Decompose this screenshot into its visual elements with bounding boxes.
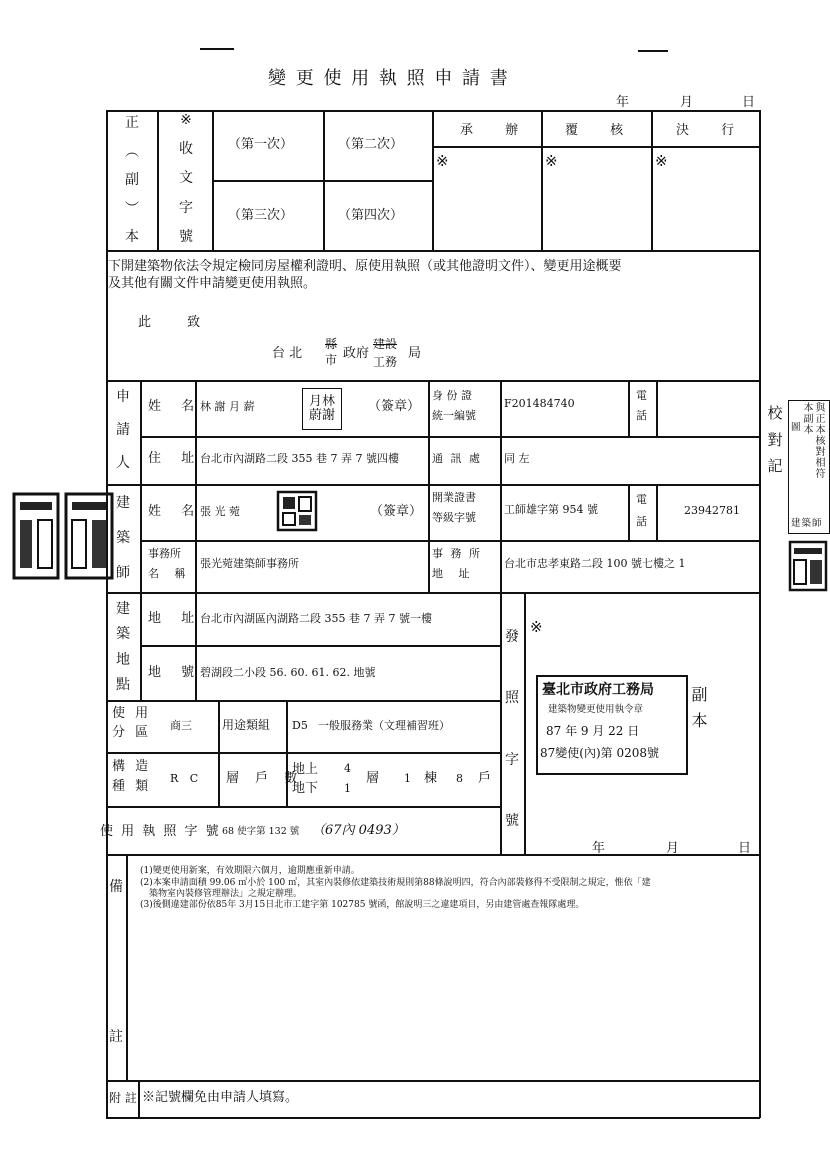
applicant-phone-label-2: 話	[636, 409, 647, 422]
frame-right	[759, 110, 761, 1118]
below-floors: 1	[344, 782, 351, 795]
grid-line	[628, 484, 630, 540]
applicant-address: 台北市內湖路二段 355 巷 7 弄 7 號四樓	[200, 452, 399, 465]
review-mark: ※	[655, 152, 668, 170]
review-check-label: 覆 核	[565, 123, 638, 138]
issue-date-day: 日	[738, 841, 752, 856]
structure-label-2: 種 類	[112, 779, 152, 794]
copy-type-label: 正 ︵ 副 ︶ 本	[125, 115, 139, 245]
applicant-name-label: 姓 名	[148, 399, 203, 414]
remarks-label-2: 註	[109, 1029, 123, 1045]
grid-line	[656, 380, 658, 436]
floors-label: 層 戶 數	[226, 771, 304, 786]
issue-mark: ※	[530, 618, 543, 636]
stamp-side: 副本	[689, 686, 708, 738]
use-label: 用途類組	[222, 718, 271, 732]
remarks-line-3: 築物室內裝修管理辦法」之規定辦理。	[140, 889, 303, 899]
grid-line	[651, 110, 653, 250]
cert-label-2: 等級字號	[432, 511, 476, 524]
applicant-contact: 同 左	[504, 452, 530, 465]
zone-label-1: 使 用	[112, 706, 152, 721]
architect-name-label: 姓 名	[148, 504, 203, 519]
grid-line	[106, 484, 760, 486]
stamp-date: 87 年 9 月 22 日	[546, 724, 640, 738]
use-code: D5	[292, 719, 308, 732]
architect-seal-icon	[276, 490, 318, 532]
stamp-number: 87變使(內)第 0208號	[540, 746, 659, 760]
grid-line	[106, 806, 500, 808]
zone-label-2: 分 區	[112, 725, 152, 740]
below-label: 地下	[292, 781, 319, 796]
architect-name: 張 光 菀	[200, 505, 240, 518]
review-mark: ※	[545, 152, 558, 170]
households-count: 8	[456, 772, 463, 785]
issue-date-month: 月	[666, 841, 680, 856]
grid-line	[106, 592, 760, 594]
round-4: （第四次）	[338, 208, 404, 223]
grid-line	[106, 250, 760, 252]
applicant-seal: 月林 蔚謝	[302, 388, 342, 430]
above-label: 地上	[292, 762, 319, 777]
grid-line	[106, 1080, 760, 1082]
copy-verify-box	[788, 400, 830, 534]
review-approve-label: 決 行	[676, 123, 749, 138]
architect-side-stamp-label: 建築師	[791, 518, 823, 529]
grid-line	[140, 645, 500, 647]
applicant-phone-label-1: 電	[636, 389, 647, 402]
addressee-city: 市	[325, 353, 338, 367]
top-mark-right	[638, 50, 668, 52]
office-label-1: 事務所	[148, 547, 181, 560]
buildings-count: 1	[404, 772, 411, 785]
stamp-title: 臺北市政府工務局	[542, 682, 654, 698]
applicant-id: F201484740	[504, 397, 575, 410]
office-addr-label-1: 事 務 所	[432, 547, 482, 560]
review-mark: ※	[436, 152, 449, 170]
building-unit: 棟	[424, 771, 438, 786]
grid-line	[432, 146, 759, 148]
above-floors: 4	[344, 762, 351, 775]
grid-line	[500, 380, 502, 592]
copy-note-col-2: 與 正 本 核 對 相 符	[815, 403, 826, 480]
applicant-sign-label: （簽章）	[368, 399, 421, 414]
grid-line	[140, 380, 142, 592]
addressee-county: 縣	[325, 337, 338, 351]
side-seal-icon	[788, 540, 828, 592]
applicant-section-label: 申 請 人	[116, 389, 130, 471]
architect-phone: 23942781	[684, 504, 740, 517]
appendix-text: ※記號欄免由申請人填寫。	[142, 1090, 299, 1105]
round-3: （第三次）	[228, 208, 294, 223]
date-day: 日	[742, 95, 756, 110]
grid-line	[140, 436, 760, 438]
round-2: （第二次）	[338, 137, 404, 152]
license-handwritten: （67內 0493）	[312, 823, 405, 838]
applicant-name: 林 謝 月 薪	[200, 400, 255, 413]
remarks-line-1: (1)變更使用新案，有效期限六個月，逾期應重新申請。	[140, 866, 360, 876]
collate-label: 校 對 記	[767, 404, 783, 475]
top-mark-left	[200, 48, 234, 50]
statement-line-1: 下開建築物依法令規定檢同房屋權利證明、原使用執照（或其他證明文件）、變更用途概要	[108, 259, 622, 274]
grid-line	[106, 380, 760, 382]
architect-phone-label-2: 話	[636, 515, 647, 528]
grid-line	[541, 110, 543, 250]
office-addr-label-2: 地 址	[432, 567, 476, 580]
office-label-2: 名 稱	[148, 567, 192, 580]
zone-value: 商三	[170, 719, 192, 732]
grid-line	[212, 180, 432, 182]
frame-bottom	[106, 1117, 760, 1119]
appendix-label: 附 註	[109, 1091, 137, 1105]
issue-date-year: 年	[592, 841, 606, 856]
lot-label: 地 號	[148, 665, 203, 680]
grid-line	[524, 592, 526, 854]
contact-label: 通 訊 處	[432, 452, 482, 465]
form-title: 變 更 使 用 執 照 申 請 書	[268, 68, 510, 89]
grid-line	[432, 110, 434, 250]
grid-line	[140, 540, 760, 542]
addressee-dept-crossed: 建設	[373, 337, 398, 351]
left-margin-seal-icon	[12, 492, 116, 580]
addressee-gov: 政府	[343, 346, 370, 361]
salute: 此 致	[138, 315, 217, 330]
id-label-2: 統一編號	[432, 409, 476, 422]
grid-line	[138, 1080, 140, 1118]
remarks-line-4: (3)後側違建部份依85年 3月15日北市工建字第 102785 號函，館說明三之違建項目，另由建管處查報隊處理。	[140, 900, 585, 910]
issue-stamp	[536, 675, 688, 775]
floor-unit: 層	[366, 771, 380, 786]
structure-label-1: 構 造	[112, 759, 152, 774]
copy-note-prefix: 圖	[791, 422, 801, 433]
site-address: 台北市內湖區內湖路二段 355 巷 7 弄 7 號一樓	[200, 612, 432, 625]
round-1: （第一次）	[228, 137, 294, 152]
date-month: 月	[680, 95, 694, 110]
architect-section-label: 建 築 師	[116, 495, 130, 581]
license-label: 使 用 執 照 字 號	[100, 824, 221, 839]
grid-line	[656, 484, 658, 540]
grid-line	[106, 854, 760, 856]
remarks-line-2: (2)本案申請面積 99.06 ㎡小於 100 ㎡，其室內裝修依建築技術規則第88條說明四，符合內部裝修得不受限制之規定，惟依「建	[140, 878, 651, 888]
office-name: 張光菀建築師事務所	[200, 557, 299, 570]
architect-cert: 工師雄字第 954 號	[504, 503, 598, 516]
remarks-label-1: 備	[109, 879, 123, 895]
addressee-prefix: 台 北	[272, 346, 303, 361]
architect-phone-label-1: 電	[636, 493, 647, 506]
use-desc: 一般服務業（文理補習班）	[318, 719, 450, 732]
grid-line	[628, 380, 630, 436]
issue-label: 發 照 字 號	[505, 629, 519, 829]
cert-label-1: 開業證書	[432, 491, 476, 504]
structure-value: R C	[170, 772, 203, 785]
license-number: 68 使字第 132 號	[222, 826, 300, 837]
addressee-dept: 工務	[373, 355, 398, 369]
site-address-label: 地 址	[148, 611, 203, 626]
review-handler-label: 承 辦	[460, 123, 533, 138]
applicant-address-label: 住 址	[148, 451, 203, 466]
lot-number: 碧湖段二小段 56. 60. 61. 62. 地號	[200, 666, 376, 679]
household-unit: 戶	[478, 771, 492, 786]
receipt-number-label: ※ 收 文 字 號	[179, 112, 193, 245]
grid-line	[157, 110, 159, 250]
grid-line	[106, 700, 500, 702]
date-year: 年	[616, 95, 630, 110]
copy-note-col-1: 本 副 本	[803, 403, 814, 436]
site-section-label: 建 築 地 點	[116, 601, 130, 693]
grid-line	[428, 380, 430, 592]
addressee-suffix: 局	[408, 346, 422, 361]
architect-sign-label: （簽章）	[370, 504, 423, 519]
id-label-1: 身 份 證	[432, 389, 472, 402]
grid-line	[106, 752, 500, 754]
stamp-subtitle: 建築物變更使用執令章	[548, 704, 644, 715]
office-address: 台北市忠孝東路二段 100 號七樓之 1	[504, 557, 686, 570]
statement-line-2: 及其他有關文件申請變更使用執照。	[108, 276, 317, 291]
grid-line	[126, 854, 128, 1080]
